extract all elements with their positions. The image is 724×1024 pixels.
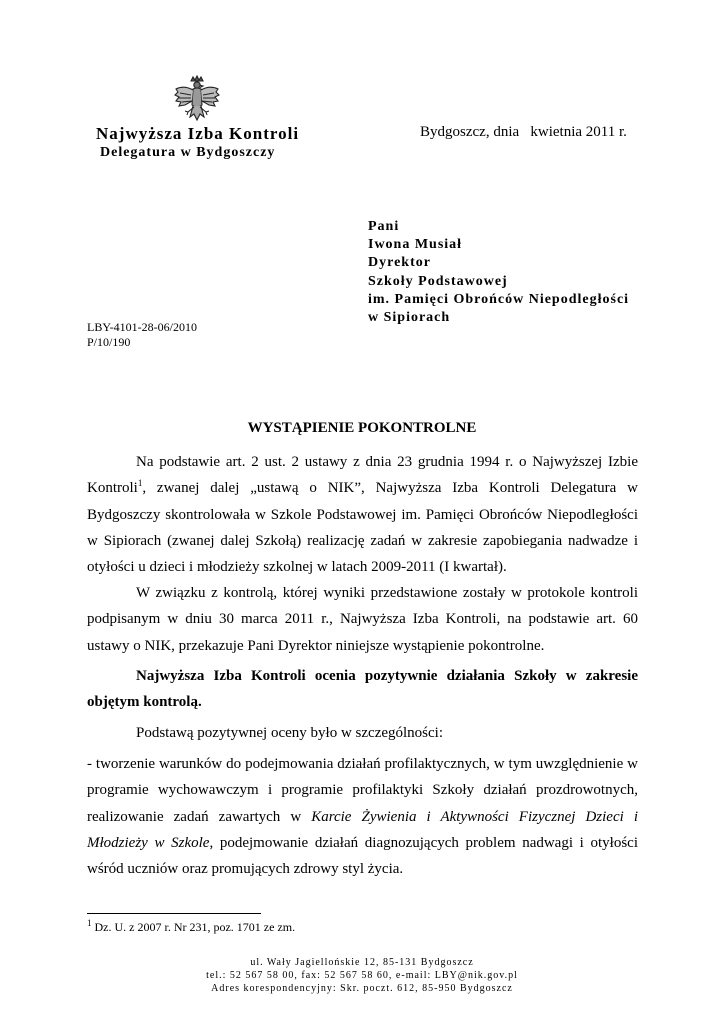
reference-number: LBY-4101-28-06/2010 <box>87 320 197 334</box>
footer-address: ul. Wały Jagiellońskie 12, 85-131 Bydgoszcz <box>250 957 474 968</box>
organization-branch: Delegatura w Bydgoszczy <box>100 145 276 160</box>
reference-signature <box>87 320 197 350</box>
recipient-address <box>368 218 629 327</box>
footnote-separator <box>87 913 261 914</box>
recipient-line: Dyrektor <box>368 255 431 271</box>
document-reference-italic: Karcie Żywienia i Aktywności Fizycznej Dzieci i Młodzieży w Szkole <box>87 808 638 851</box>
organization-name: Najwyższa Izba Kontroli <box>96 124 300 143</box>
paragraph-text: , zwanej dalej „ustawą o NIK”, Najwyższa Izba Kontroli Delegatura w Bydgoszczy skontrolowała w Szkole Podstawowej im. Pamięci Obrońców Niepodległości w Sipiorach (zwanej dalej Szkołą) realizację zadań w zakresie zapobiegania nadwadze i otyłości u dzieci i młodzieży szkolnej w latach 2009-2011 (I kwartał). <box>87 480 638 576</box>
footnote-reference: 1 <box>137 478 143 489</box>
footer-contact: tel.: 52 567 58 00, fax: 52 567 58 60, e-mail: LBY@nik.gov.pl <box>206 970 518 981</box>
recipient-line: w Sipiorach <box>368 310 451 326</box>
footnote <box>87 920 295 935</box>
recipient-line: Iwona Musiał <box>368 237 463 253</box>
footnote-mark: 1 <box>87 918 92 928</box>
page-footer <box>0 956 724 995</box>
paragraph-legal-basis <box>87 449 638 580</box>
paragraph-basis-item <box>87 751 638 882</box>
paragraph-transmission: W związku z kontrolą, której wyniki przedstawione zostały w protokole kontroli podpisanym w dniu 30 marca 2011 r., Najwyższa Izba Kontroli, na podstawie art. 60 ustawy o NIK, przekazuje Pani Dyrektor niniejsze wystąpienie pokontrolne. <box>87 585 638 654</box>
case-number: P/10/190 <box>87 335 131 349</box>
recipient-line: im. Pamięci Obrońców Niepodległości <box>368 291 630 307</box>
paragraph-assessment: Najwyższa Izba Kontroli ocenia pozytywnie działania Szkoły w zakresie objętym kontrolą. <box>87 668 638 711</box>
polish-eagle-emblem-icon <box>172 75 222 125</box>
paragraph-basis-intro: Podstawą pozytywnej oceny było w szczególności: <box>136 725 444 741</box>
footnote-text: Dz. U. z 2007 r. Nr 231, poz. 1701 ze zm. <box>91 920 296 934</box>
recipient-line: Szkoły Podstawowej <box>368 273 508 289</box>
paragraph-text: , podejmowanie działań diagnozujących problem nadwagi i otyłości wśród uczniów oraz promujących zdrowy styl życia. <box>87 834 638 878</box>
paragraph-text: - tworzenie warunków do podejmowania działań profilaktycznych, w tym uwzględnienie w programie wychowawczym i programie profilaktyki Szkoły działań prozdrowotnych, realizowanie zadań zawartych w <box>87 756 638 825</box>
recipient-line: Pani <box>368 219 400 234</box>
footer-correspondence: Adres korespondencyjny: Skr. poczt. 612, 85-950 Bydgoszcz <box>211 983 513 994</box>
place-and-date: Bydgoszcz, dnia kwietnia 2011 r. <box>420 124 627 140</box>
paragraph-text: Na podstawie art. 2 ust. 2 ustawy z dnia 23 grudnia 1994 r. o Najwyższej Izbie Kontroli <box>87 454 638 497</box>
document-title: WYSTĄPIENIE POKONTROLNE <box>247 420 477 436</box>
